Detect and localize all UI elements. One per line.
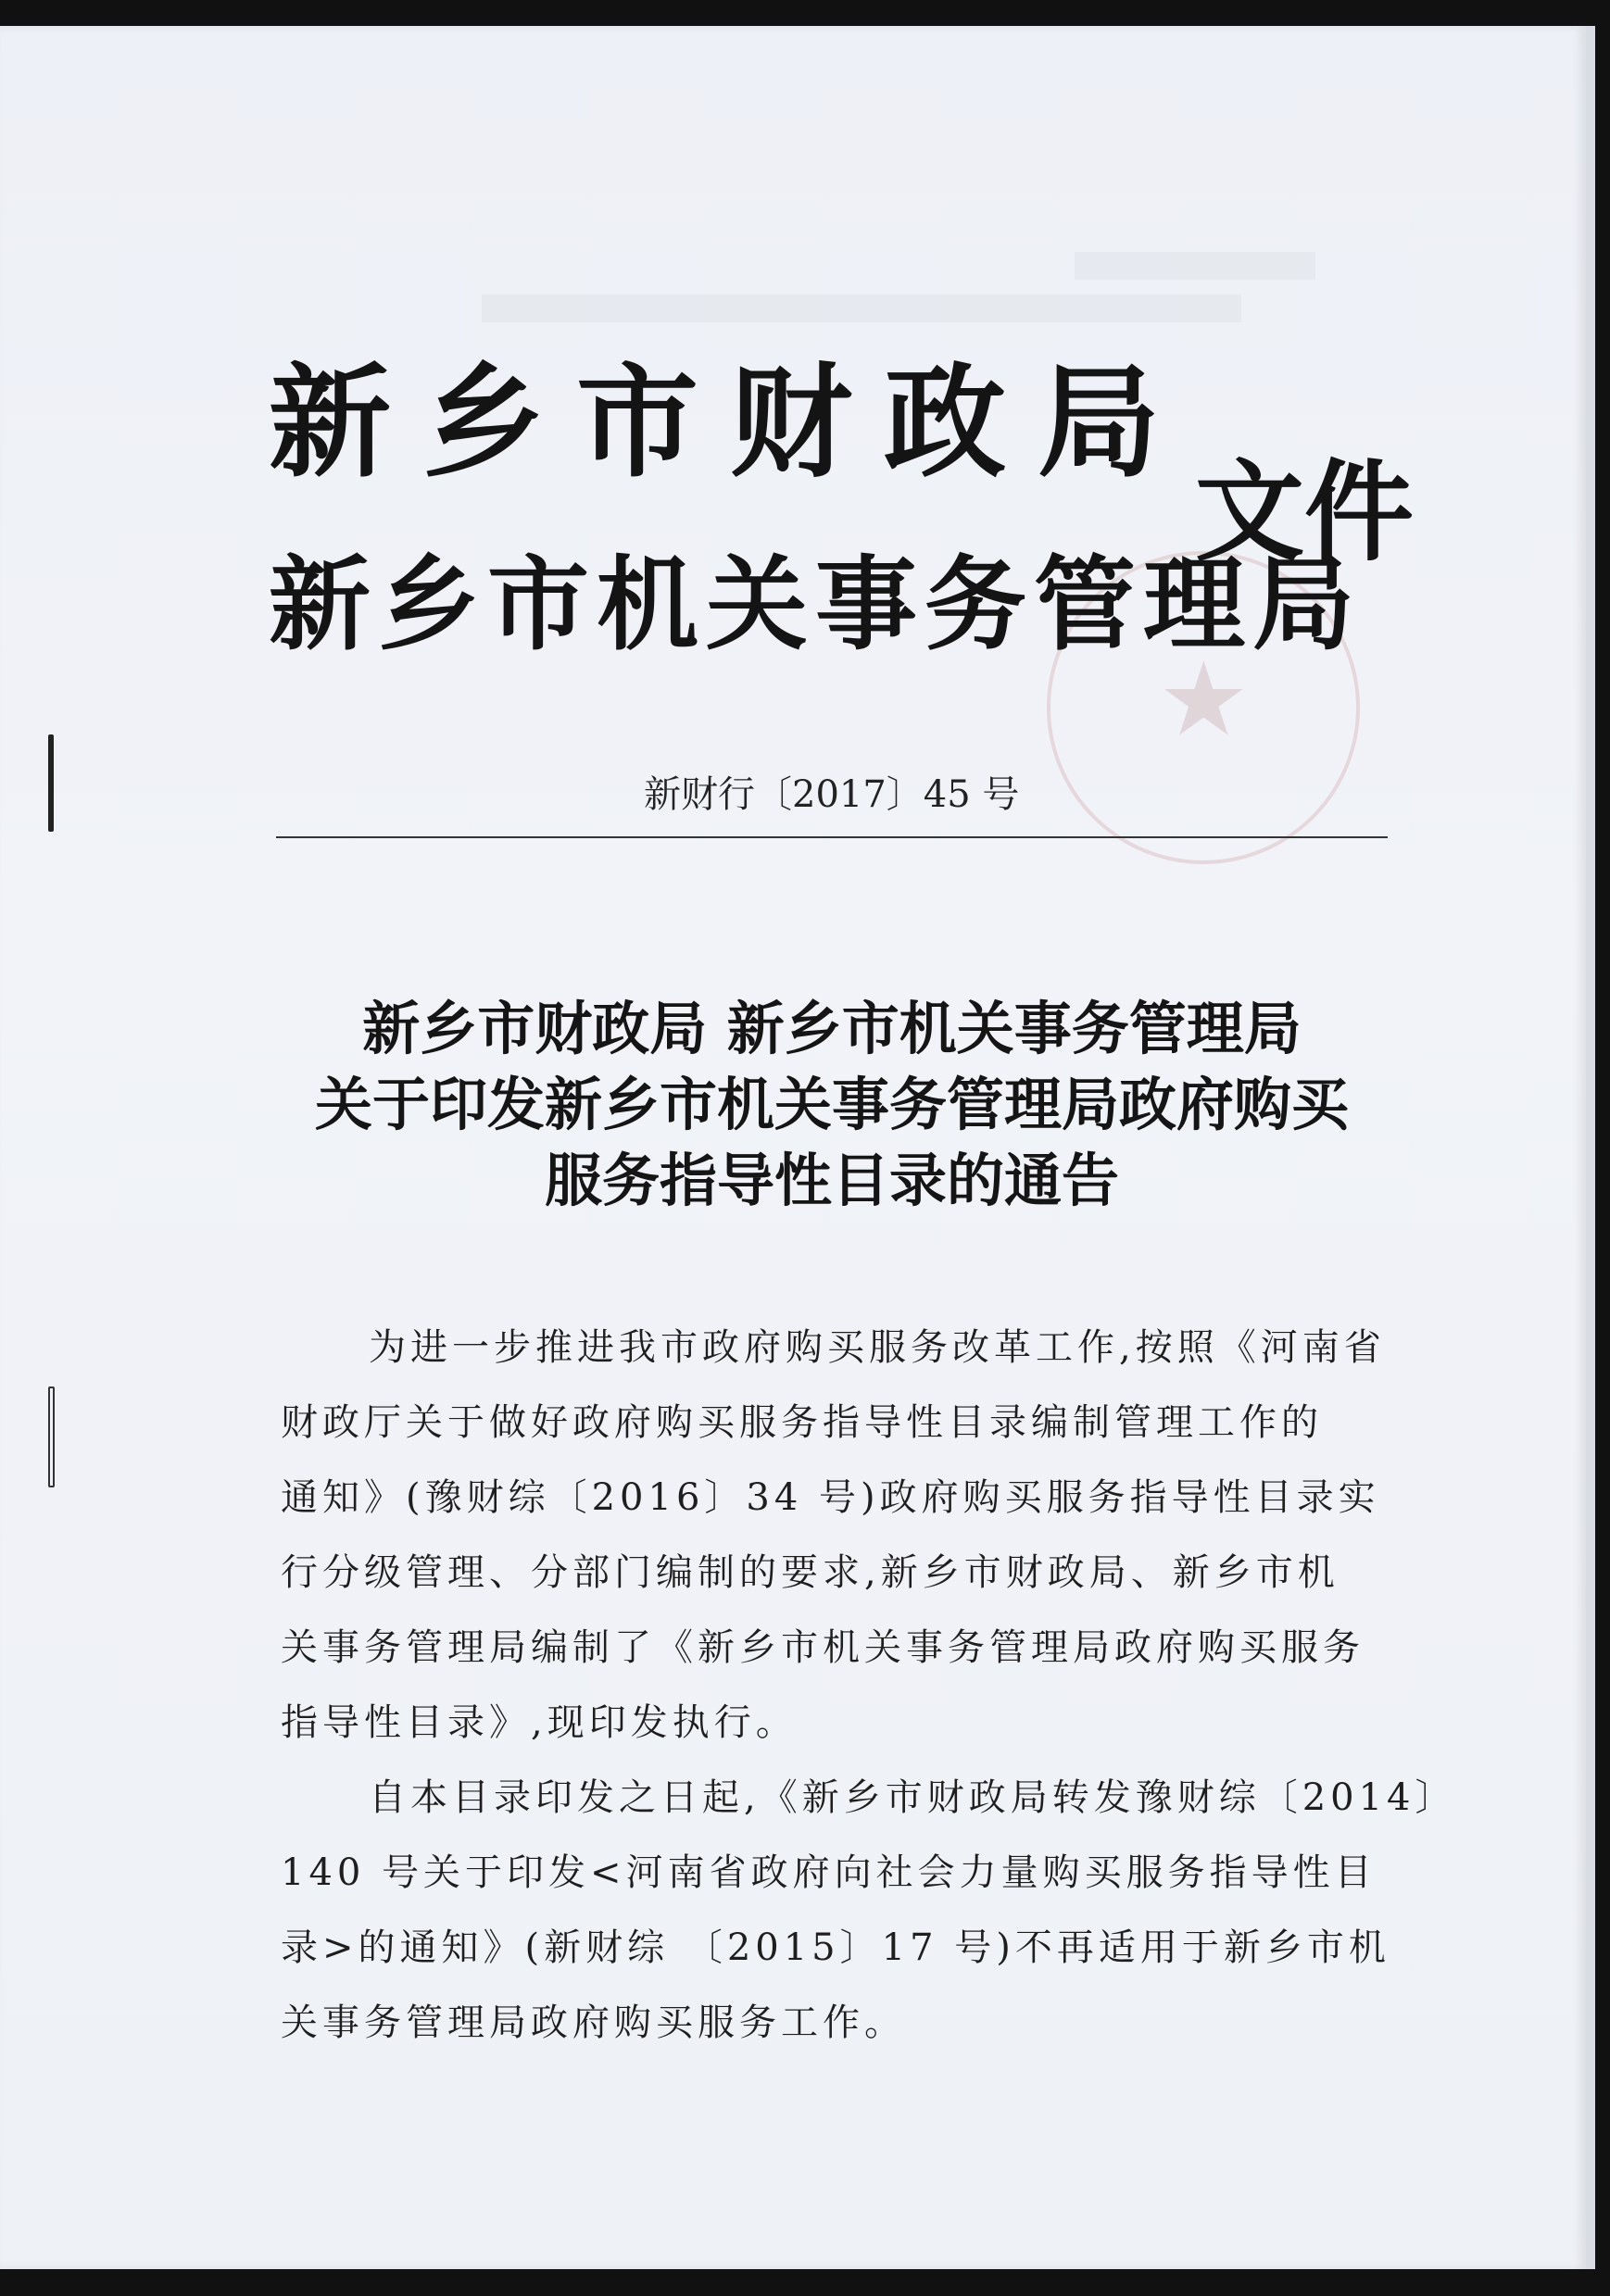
title-line: 新乡市财政局 新乡市机关事务管理局 — [362, 995, 1302, 1062]
body-line: 为进一步推进我市政府购买服务改革工作,按照《河南省 — [369, 1326, 1386, 1369]
seal-star-bleed-through: ★ — [1158, 640, 1250, 759]
title-line: 服务指导性目录的通告 — [544, 1147, 1119, 1214]
binding-staple-mark — [48, 1386, 55, 1487]
issuer-line-affairs-bureau: 新乡市机关事务管理局 — [269, 546, 1362, 664]
body-line: 录>的通知》(新财综 〔2015〕17 号)不再适用于新乡市机 — [281, 1926, 1390, 1969]
page-edge — [1586, 26, 1595, 2269]
body-line: 行分级管理、分部门编制的要求,新乡市财政局、新乡市机 — [281, 1551, 1340, 1594]
body-line: 财政厅关于做好政府购买服务指导性目录编制管理工作的 — [281, 1401, 1323, 1444]
body-line: 140 号关于印发<河南省政府向社会力量购买服务指导性目 — [281, 1851, 1377, 1894]
title-line: 关于印发新乡市机关事务管理局政府购买 — [314, 1071, 1349, 1138]
body-line: 关事务管理局编制了《新乡市机关事务管理局政府购买服务 — [281, 1626, 1365, 1669]
document-type-label: 文件 — [1195, 448, 1415, 576]
body-line: 指导性目录》,现印发执行。 — [281, 1701, 798, 1744]
header-divider — [276, 836, 1388, 838]
body-line: 通知》(豫财综〔2016〕34 号)政府购买服务指导性目录实 — [281, 1476, 1380, 1519]
document-title — [276, 991, 1388, 1219]
document-number: 新财行〔2017〕45 号 — [644, 773, 1020, 816]
body-line: 自本目录印发之日起,《新乡市财政局转发豫财综〔2014〕 — [369, 1776, 1457, 1819]
binding-staple-mark — [48, 734, 54, 832]
bleed-through-text — [1075, 252, 1315, 280]
body-line: 关事务管理局政府购买服务工作。 — [281, 2001, 906, 2044]
issuer-line-finance-bureau: 新乡市财政局 — [269, 352, 1191, 495]
bleed-through-text — [482, 295, 1241, 322]
document-body — [281, 1311, 1457, 2061]
